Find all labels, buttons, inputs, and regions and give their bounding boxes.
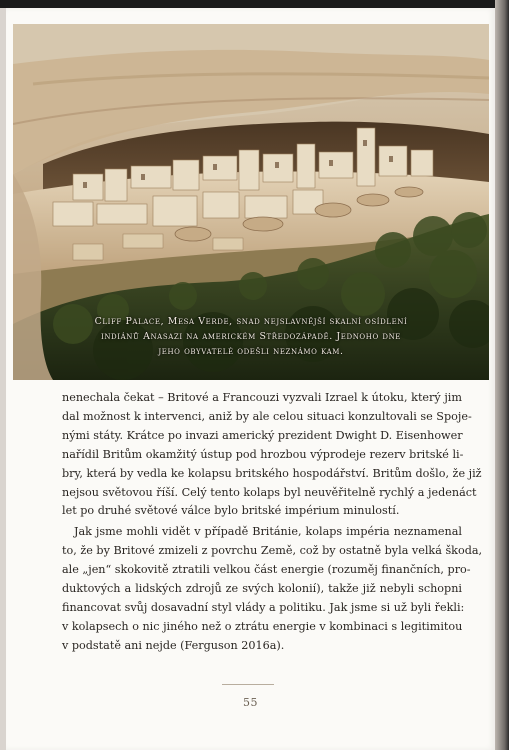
text-line: Jak jsme mohli vidět v případě Británie, kolaps impéria neznamenal <box>74 525 462 539</box>
text-line: ale „jen“ skokovitě ztratili velkou část energie (rozuměj finančních, pro- <box>62 563 471 577</box>
caption-line: jeho obyvatelé odešli neznámo kam. <box>158 346 344 357</box>
caption-line: Cliff Palace, Mesa Verde, snad nejslavnější skalní osídlení <box>94 316 408 327</box>
text-line: v kolapsech o nic jiného než o ztrátu energie v kombinaci s legitimitou <box>62 619 463 633</box>
cliff-palace-photo <box>13 24 489 380</box>
text-line: to, že by Britové zmizeli z povrchu Země, což by ostatně byla velká škoda, <box>62 544 483 558</box>
text-line: nými státy. Krátce po invazi americký prezident Dwight D. Eisenhower <box>62 428 463 442</box>
text-line: v podstatě ani nejde (Ferguson 2016a). <box>62 638 285 652</box>
scan-right-edge <box>495 0 509 750</box>
text-line: duktových a lidských zdrojů ze svých kolonií), takže již nebyli schopni <box>62 582 462 596</box>
text-line: let po druhé světové válce bylo britské impérium minulostí. <box>62 504 400 518</box>
text-line: bry, která by vedla ke kolapsu britského hospodářství. Britům došlo, že již <box>62 466 482 480</box>
page-number: 55 <box>243 696 258 709</box>
body-text <box>62 389 483 656</box>
scan-top-edge <box>0 0 509 8</box>
page-number-rule <box>222 684 274 685</box>
text-line: nejsou světovou říší. Celý tento kolaps byl neuvěřitelně rychlý a jedenáct <box>62 485 477 499</box>
text-line: nenechala čekat – Britové a Francouzi vyzvali Izrael k útoku, který jim <box>62 391 462 404</box>
text-line: financovat svůj dosavadní styl vlády a politiku. Jak jsme si už byli řekli: <box>62 600 465 614</box>
book-page <box>6 8 495 750</box>
text-line: nařídil Britům okamžitý ústup pod hrozbou výprodeje rezerv britské li- <box>62 447 464 461</box>
caption-line: indiánů Anasazi na americkém Středozápadě. Jednoho dne <box>100 331 402 342</box>
photo-caption <box>13 314 489 359</box>
text-line: dal možnost k intervenci, aniž by ale celou situaci konzultovali se Spoje- <box>62 409 472 423</box>
